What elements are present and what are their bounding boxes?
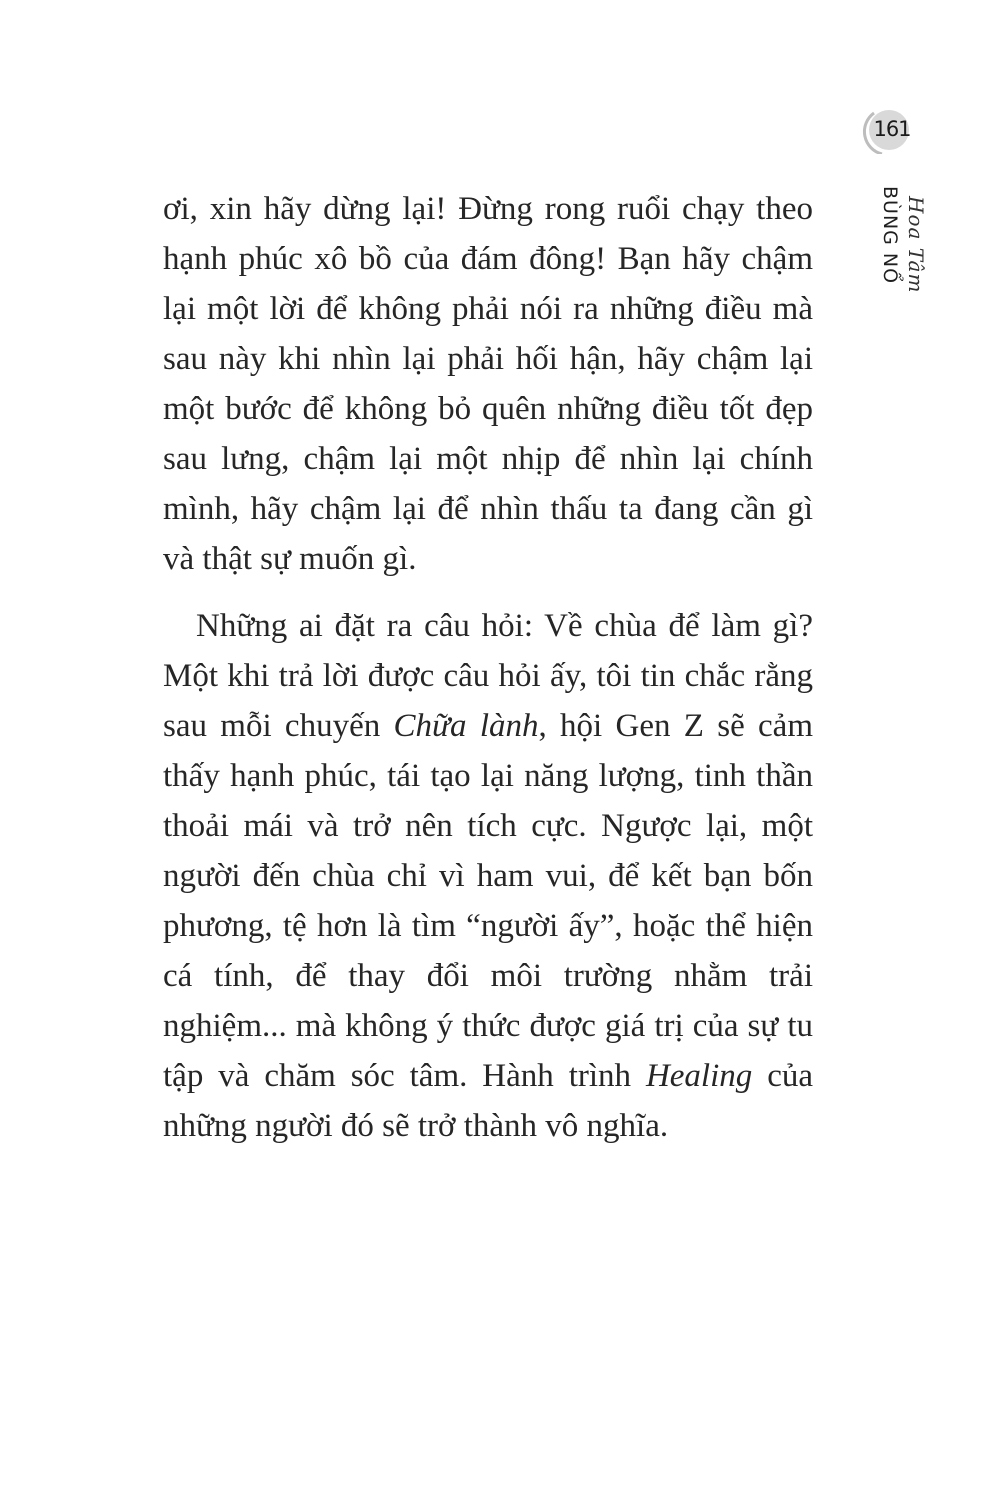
author-signature: Hoa Tâm xyxy=(904,196,928,294)
paragraph-2 xyxy=(163,601,813,1151)
paragraph-2-part-2: , hội Gen Z sẽ cảm thấy hạnh phúc, tái tạo lại năng lượng, tinh thần thoải mái và trở nên tích cực. Ngược lại, một người đến chùa chỉ vì ham vui, để kết bạn bốn phương, tệ hơn là tìm “người ấy”, hoặc thể hiện cá tính, để thay đổi môi trường nhằm trải nghiệm... mà không ý thức được giá trị của sự tu tập và chăm sóc tâm. Hành trình xyxy=(163,708,813,1094)
page-number-badge xyxy=(862,104,912,154)
paragraph-1: ơi, xin hãy dừng lại! Đừng rong ruổi chạy theo hạnh phúc xô bồ của đám đông! Bạn hãy chậm lại một lời để không phải nói ra những điều mà sau này khi nhìn lại phải hối hận, hãy chậm lại một bước để không bỏ quên những điều tốt đẹp sau lưng, chậm lại một nhịp để nhìn lại chính mình, hãy chậm lại để nhìn thấu ta đang cần gì và thật sự muốn gì. xyxy=(163,191,813,577)
running-title xyxy=(872,186,928,296)
paragraph-2-italic-1: Chữa lành xyxy=(393,708,539,744)
paragraph-2-italic-2: Healing xyxy=(645,1058,753,1094)
page-number: 161 xyxy=(873,117,911,141)
paragraph-2-part-1: Những ai đặt ra câu hỏi: Về chùa để làm gì? Một khi trả lời được câu hỏi ấy, tôi tin chắc rằng sau mỗi chuyến xyxy=(163,608,813,744)
paragraph-2-part-3: của những người đó sẽ trở thành vô nghĩa. xyxy=(163,1058,814,1144)
book-title: BÙNG NỔ xyxy=(879,186,901,285)
body-text xyxy=(163,184,813,1151)
